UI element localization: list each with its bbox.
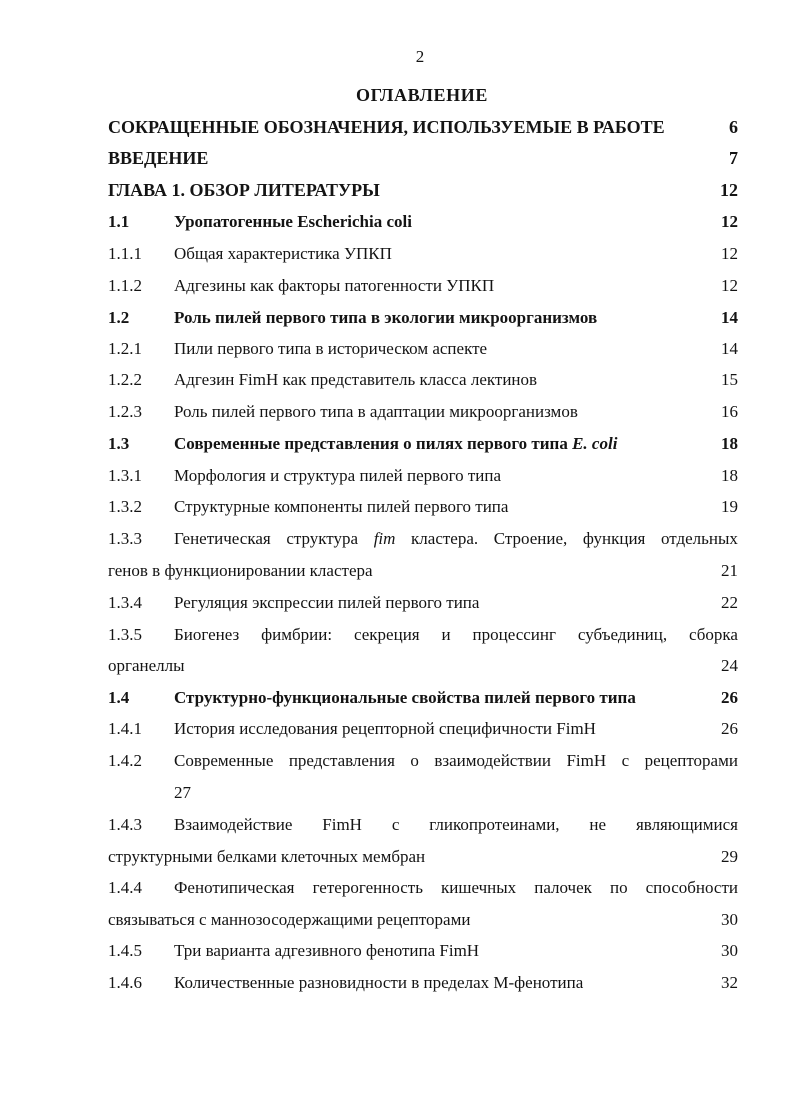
toc-entry-text-line1 [174, 878, 738, 898]
page-number: 2 [415, 47, 425, 66]
toc-entry-text: ВВЕДЕНИЕ [108, 148, 209, 168]
toc-word: с [391, 815, 400, 834]
toc-word: субъединиц, [577, 625, 668, 644]
toc-page-number: 22 [721, 593, 738, 612]
toc-entry-text-line1 [174, 815, 738, 835]
toc-word: Фенотипическая [174, 878, 295, 897]
toc-entry-text: Общая характеристика УПКП [174, 244, 392, 263]
toc-section-number: 1.4.2 [108, 751, 142, 770]
toc-section-number: 1.3.4 [108, 593, 142, 612]
toc-page-number: 12 [720, 180, 738, 200]
toc-word: рецепторами [644, 751, 738, 770]
toc-entry-text-main: Современные представления о пилях первого типа [174, 434, 568, 453]
toc-word: отдельных [661, 529, 738, 548]
toc-page-number: 19 [721, 497, 738, 516]
toc-entry-text: Уропатогенные Escherichia coli [174, 212, 412, 231]
toc-word: способности [645, 878, 738, 897]
toc-entry-text [174, 434, 617, 454]
toc-word: кишечных [441, 878, 517, 897]
toc-word: кластера. [411, 529, 479, 548]
toc-entry-text: Адгезин FimH как представитель класса лектинов [174, 370, 538, 389]
toc-section-number: 1.1.1 [108, 244, 142, 263]
toc-page-number: 27 [174, 783, 191, 802]
toc-entry-text: История исследования рецепторной специфичности FimH [174, 719, 596, 738]
toc-page-number: 21 [721, 561, 738, 580]
toc-entry-text: Количественные разновидности в пределах М-фенотипа [174, 973, 584, 992]
toc-section-number: 1.4.6 [108, 973, 142, 992]
toc-word: с [621, 751, 630, 770]
toc-entry-text-line1 [174, 529, 738, 549]
page-title: ОГЛАВЛЕНИЕ [356, 85, 488, 105]
toc-page-number: 24 [721, 656, 738, 675]
toc-page-number: 6 [729, 117, 738, 137]
toc-word: FimH [566, 751, 607, 770]
toc-entry-text: ГЛАВА 1. ОБЗОР ЛИТЕРАТУРЫ [108, 180, 380, 200]
toc-word: фимбрии: [261, 625, 333, 644]
toc-section-number: 1.4.3 [108, 815, 142, 834]
toc-entry-text: Адгезины как факторы патогенности УПКП [174, 276, 495, 295]
toc-section-number: 1.1 [108, 212, 130, 231]
toc-word: Генетическая [174, 529, 271, 548]
toc-entry-text: Структурные компоненты пилей первого типа [174, 497, 509, 516]
toc-page-number: 18 [721, 434, 738, 453]
toc-word: гликопротеинами, [429, 815, 560, 834]
toc-page-number: 26 [721, 719, 738, 738]
toc-page-number: 14 [721, 339, 738, 358]
toc-word: секреция [354, 625, 420, 644]
toc-section-number: 1.3.5 [108, 625, 142, 644]
toc-word: функция [582, 529, 646, 548]
toc-section-number: 1.4.5 [108, 941, 142, 960]
toc-page-number: 29 [721, 847, 738, 866]
toc-section-number: 1.2 [108, 308, 130, 327]
toc-entry-text: СОКРАЩЕННЫЕ ОБОЗНАЧЕНИЯ, ИСПОЛЬЗУЕМЫЕ В РАБОТЕ [108, 117, 665, 137]
toc-section-number: 1.4.1 [108, 719, 142, 738]
toc-page-number: 15 [721, 370, 738, 389]
toc-word: представления [288, 751, 395, 770]
toc-page-number: 16 [721, 402, 738, 421]
toc-entry-text: Регуляция экспрессии пилей первого типа [174, 593, 480, 612]
toc-section-number: 1.3.3 [108, 529, 142, 548]
toc-page-number: 12 [721, 244, 738, 263]
toc-entry-text-italic: E. coli [572, 434, 618, 453]
toc-page-number: 30 [721, 941, 738, 960]
toc-section-number: 1.4.4 [108, 878, 142, 897]
toc-section-number: 1.2.2 [108, 370, 142, 389]
toc-entry-text-line2: генов в функционировании кластера [108, 561, 373, 580]
toc-page-number: 32 [721, 973, 738, 992]
toc-word: являющимися [635, 815, 738, 834]
toc-word: сборка [689, 625, 738, 644]
toc-word: гетерогенность [312, 878, 423, 897]
toc-entry-text-line2: органеллы [108, 656, 185, 675]
toc-page-number: 12 [721, 276, 738, 295]
toc-section-number: 1.3 [108, 434, 130, 453]
toc-entry-text: Три варианта адгезивного фенотипа FimH [174, 941, 480, 960]
toc-section-number: 1.4 [108, 688, 130, 707]
toc-page-number: 18 [721, 466, 738, 485]
toc-section-number: 1.1.2 [108, 276, 142, 295]
toc-entry-text-line1 [174, 625, 738, 645]
toc-word: о [410, 751, 419, 770]
toc-word: процессинг [472, 625, 556, 644]
toc-word: FimH [322, 815, 362, 834]
toc-word: структура [286, 529, 359, 548]
toc-section-number: 1.2.3 [108, 402, 142, 421]
toc-word: Строение, [493, 529, 568, 548]
toc-word: и [441, 625, 451, 644]
toc-word: взаимодействии [434, 751, 552, 770]
toc-word: по [609, 878, 628, 897]
toc-page-number: 26 [721, 688, 738, 707]
toc-word: Современные [174, 751, 274, 770]
toc-entry-text-line1 [174, 751, 738, 771]
toc-entry-text: Структурно-функциональные свойства пилей первого типа [174, 688, 636, 707]
toc-entry-text: Роль пилей первого типа в адаптации микроорганизмов [174, 402, 578, 421]
toc-page-number: 30 [721, 910, 738, 929]
toc-page-number: 14 [721, 308, 738, 327]
toc-section-number: 1.3.1 [108, 466, 142, 485]
toc-page-number: 7 [729, 148, 738, 168]
toc-section-number: 1.3.2 [108, 497, 142, 516]
toc-word: палочек [534, 878, 592, 897]
toc-page-number: 12 [721, 212, 738, 231]
toc-word: Биогенез [174, 625, 240, 644]
toc-section-number: 1.2.1 [108, 339, 142, 358]
toc-entry-text: Морфология и структура пилей первого типа [174, 466, 502, 485]
toc-entry-text-line2: связываться с маннозосодержащими рецепторами [108, 910, 471, 929]
toc-entry-text: Роль пилей первого типа в экологии микроорганизмов [174, 308, 598, 327]
toc-word: не [589, 815, 607, 834]
toc-entry-text-line2: структурными белками клеточных мембран [108, 847, 426, 866]
toc-word: fim [373, 529, 396, 548]
toc-entry-text: Пили первого типа в историческом аспекте [174, 339, 488, 358]
toc-word: Взаимодействие [174, 815, 293, 834]
